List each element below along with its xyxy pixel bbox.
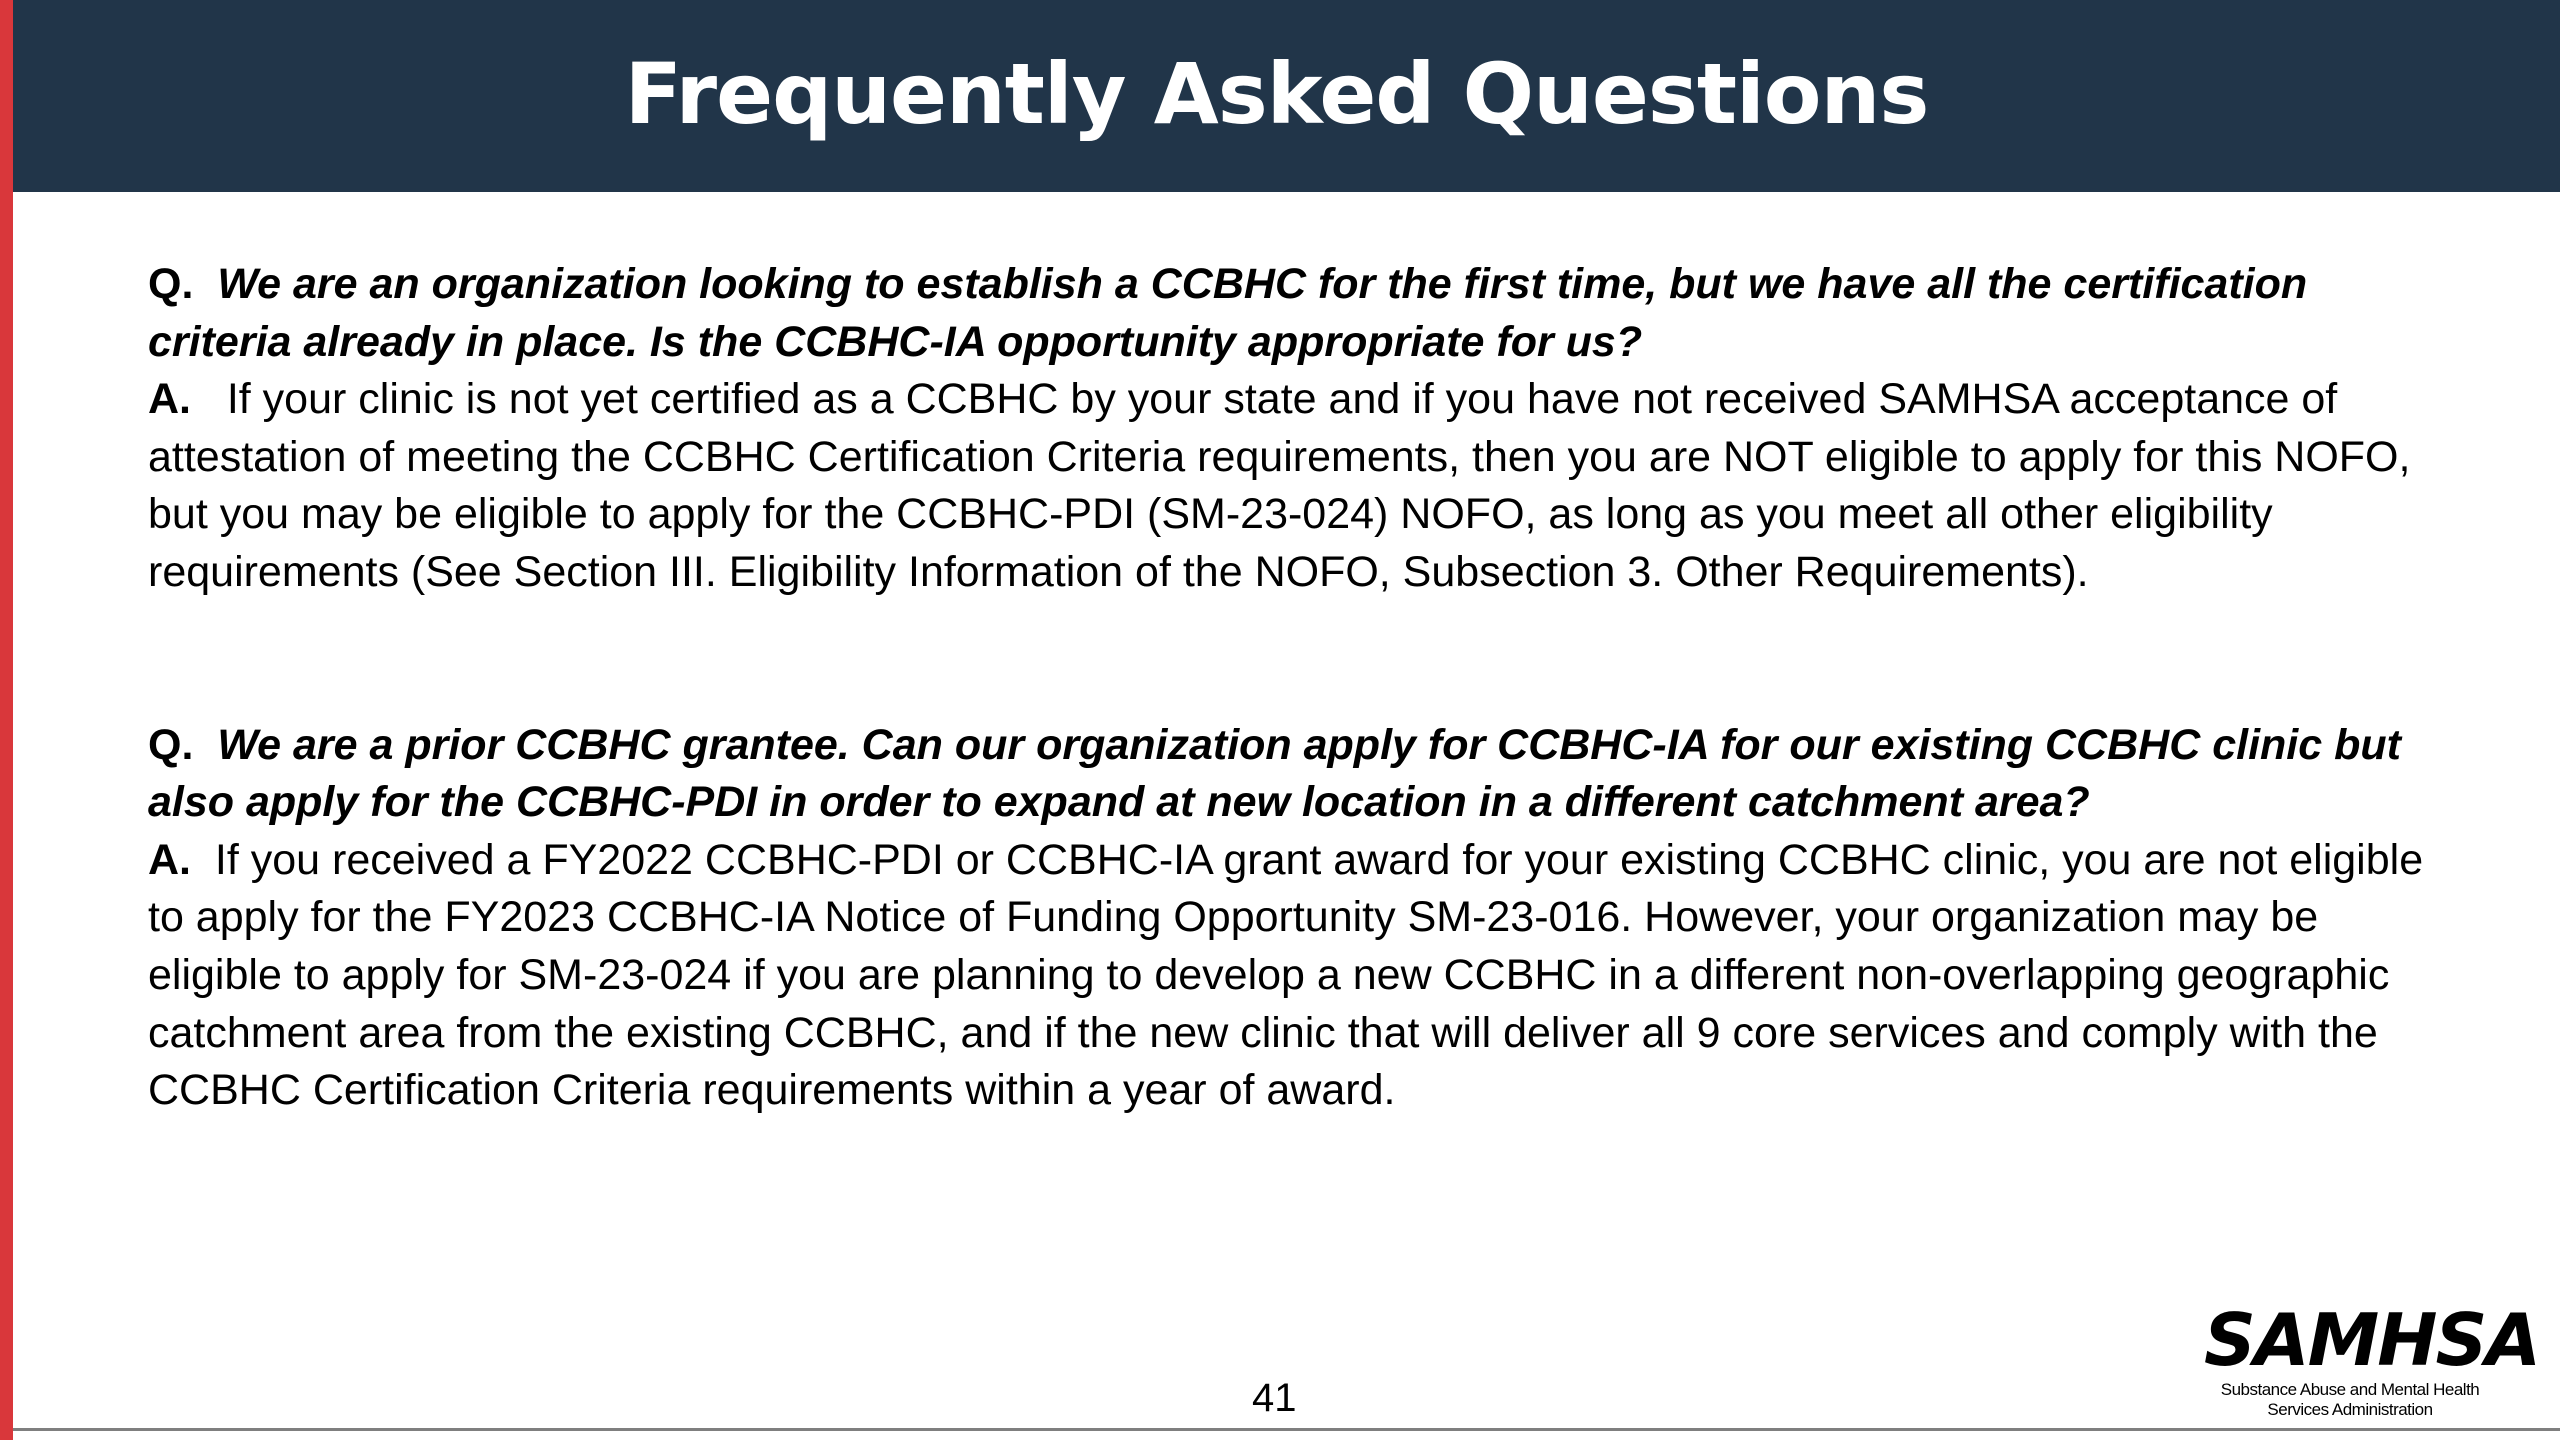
faq-content [148, 256, 2448, 1120]
faq-item-2 [148, 717, 2448, 1120]
question-prefix: Q. [148, 260, 194, 308]
slide-title: Frequently Asked Questions [624, 45, 1929, 143]
logo-subtitle-line1: Substance Abuse and Mental Health [2220, 1380, 2480, 1399]
answer-prefix: A. [148, 375, 191, 424]
faq-answer [148, 832, 2448, 1120]
faq-question [148, 256, 2448, 371]
question-text: We are a prior CCBHC grantee. Can our organization apply for CCBHC-IA for our existing CCBHC clinic but also apply for the CCBHC-PDI in order to expand at new location in a different catchment area? [148, 720, 2401, 827]
logo-subtitle-line2: Services Administration [2267, 1400, 2433, 1419]
page-number: 41 [1252, 1376, 1297, 1420]
faq-question [148, 717, 2448, 832]
faq-item-1 [148, 256, 2448, 602]
samhsa-logo [2200, 1298, 2540, 1422]
bottom-divider [13, 1428, 2560, 1431]
answer-prefix: A. [148, 835, 191, 884]
question-text: We are an organization looking to establish a CCBHC for the first time, but we have all the certification criteria already in place. Is the CCBHC-IA opportunity appropriate for us? [148, 260, 2308, 366]
logo-wordmark: SAMHSA [2204, 1298, 2540, 1382]
left-accent-bar [0, 0, 13, 1440]
title-bar [13, 0, 2560, 192]
answer-text: If your clinic is not yet certified as a CCBHC by your state and if you have not received SAMHSA acceptance of attestation of meeting the CCBHC Certification Criteria requirements, then you are NOT eligible to apply for this NOFO, but you may be eligible to apply for the CCBHC-PDI (SM-23-024) NOFO, as long as you meet all other eligibility requirements (See Section III. Eligibility Information of the NOFO, Subsection 3. Other Requirements). [148, 375, 2411, 596]
faq-answer [148, 371, 2448, 601]
question-prefix: Q. [148, 720, 194, 769]
answer-text: If you received a FY2022 CCBHC-PDI or CCBHC-IA grant award for your existing CCBHC clinic, you are not eligible to apply for the FY2023 CCBHC-IA Notice of Funding Opportunity SM-23-016. However, your organization may be eligible to apply for SM-23-024 if you are planning to develop a new CCBHC in a different non-overlapping geographic catchment area from the existing CCBHC, and if the new clinic that will deliver all 9 core services and comply with the CCBHC Certification Criteria requirements within a year of award. [148, 835, 2424, 1115]
